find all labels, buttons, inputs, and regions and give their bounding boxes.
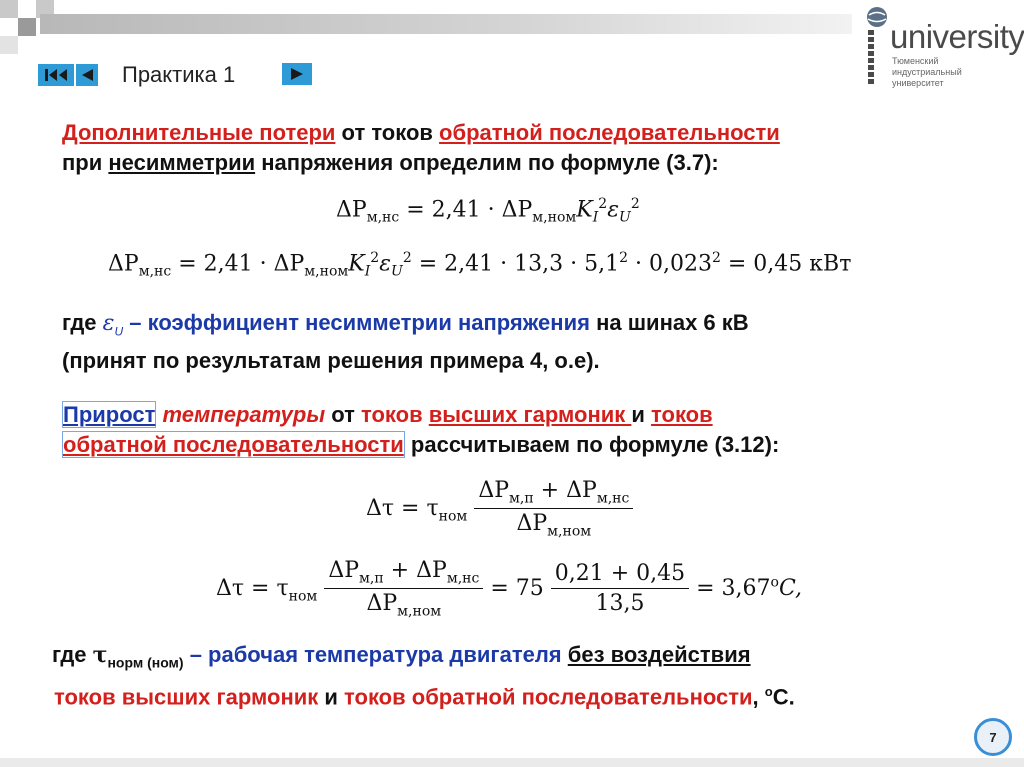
formula-sub: м,ном <box>532 209 577 226</box>
prev-slide-button[interactable] <box>76 64 98 86</box>
globe-icon <box>866 6 888 28</box>
formula-text: K <box>576 197 593 223</box>
term-without-influence: без воздействия <box>567 642 751 667</box>
formula-sup: 2 <box>630 196 640 212</box>
formula-sub: м,п <box>359 570 384 587</box>
next-slide-button[interactable] <box>282 63 312 85</box>
university-logo <box>862 4 1024 92</box>
formula-temperature-calculated <box>216 558 802 620</box>
formula-temperature-general <box>366 478 633 540</box>
formula-sub: U <box>391 263 403 280</box>
formula-sub: U <box>619 209 631 226</box>
logo-sub-line: индустриальный <box>892 67 962 77</box>
formula-text: = 2,41 · ΔP <box>399 197 533 223</box>
text: и <box>631 402 652 427</box>
text: , <box>752 684 765 710</box>
formula-text: 13,5 <box>595 591 645 617</box>
symbol-sub: норм (ном) <box>107 654 184 671</box>
symbol-sub: U <box>114 324 124 339</box>
next-icon <box>289 66 305 82</box>
formula-text: + ΔP <box>383 558 447 583</box>
formula-sub: м,ном <box>304 263 349 280</box>
page-title: Практика 1 <box>122 62 236 87</box>
term-additional-losses: Дополнительные потери <box>62 120 336 145</box>
formula-text: 0,21 + 0,45 <box>551 561 689 589</box>
symbol-tau: τ <box>92 642 108 668</box>
formula-sub: м,ном <box>547 523 592 540</box>
first-slide-icon <box>43 67 69 83</box>
term-negative-sequence: токов обратной последовательности <box>344 684 753 710</box>
term-currents: токов <box>651 402 713 427</box>
formula-text: ΔP <box>108 251 139 277</box>
formula-text: ε <box>379 251 391 277</box>
header-square <box>0 36 18 54</box>
text: где <box>62 310 103 335</box>
formula-text: ΔP <box>336 197 367 223</box>
formula-text: ΔP <box>478 478 510 503</box>
paragraph-temperature-rise <box>62 400 779 460</box>
formula-sup: 2 <box>711 250 721 266</box>
term-asymmetry-coefficient: коэффициент несимметрии напряжения <box>147 310 590 335</box>
fraction <box>551 561 689 616</box>
text: (принят по результатам решения примера 4, о.е). <box>62 348 600 374</box>
text: С. <box>772 684 795 710</box>
page-number: 7 <box>974 718 1012 756</box>
formula-text: K <box>348 251 365 277</box>
formula-text: = 2,41 · ΔP <box>171 251 305 277</box>
formula-losses-general <box>336 196 640 226</box>
formula-text: Δτ = τ <box>366 495 439 521</box>
logo-word: university <box>890 18 1024 55</box>
formula-text: ΔP <box>516 511 548 537</box>
text: при <box>62 150 109 175</box>
text: от токов <box>335 120 440 145</box>
formula-text: ε <box>607 197 619 223</box>
header-square <box>0 0 18 18</box>
logo-sub-line: университет <box>892 78 944 88</box>
formula-sup: 2 <box>598 196 608 212</box>
formula-sub: I <box>592 209 599 226</box>
formula-sub: м,нс <box>596 490 630 507</box>
formula-sub: I <box>364 263 371 280</box>
formula-sub: ном <box>438 508 468 525</box>
formula-text: C, <box>778 575 803 601</box>
formula-text: = 2,41 · 13,3 · 5,1 <box>411 251 620 277</box>
formula-sub: м,нс <box>366 209 400 226</box>
term-asymmetry: несимметрии <box>108 150 256 175</box>
formula-sub: м,п <box>509 490 534 507</box>
footer-bar <box>0 758 1024 767</box>
symbol-epsilon: ε <box>102 311 115 336</box>
term-negative-sequence: обратной последовательности <box>439 120 780 145</box>
term-negative-sequence: обратной последовательности <box>63 432 404 457</box>
formula-sub: м,ном <box>397 603 442 620</box>
term-increase: Прирост <box>63 402 156 427</box>
prev-icon <box>79 67 95 83</box>
formula-sup: 2 <box>370 250 380 266</box>
logo-sub-line: Тюменский <box>892 56 939 66</box>
formula-text: = 0,45 кВт <box>720 251 852 277</box>
text: и <box>318 684 345 710</box>
logo-stripe <box>868 30 874 86</box>
formula-sup: o <box>770 574 779 591</box>
formula-text: = 3,67 <box>689 575 771 601</box>
header-bar <box>40 14 852 34</box>
text: где <box>52 642 93 667</box>
formula-sub: м,нс <box>446 570 480 587</box>
degree-sup: o <box>764 684 773 700</box>
term-temperature: температуры <box>162 402 326 427</box>
formula-text: ΔP <box>366 591 398 617</box>
formula-sup: 2 <box>619 250 628 266</box>
formula-text: ΔP <box>328 558 360 583</box>
term-higher-harmonics: токов высших гармоник <box>54 684 319 710</box>
formula-text: · 0,023 <box>628 251 712 277</box>
text: на шинах 6 кВ <box>589 310 749 335</box>
formula-losses-calculated <box>108 250 851 280</box>
paragraph-losses <box>62 118 780 178</box>
formula-sup: 2 <box>402 250 412 266</box>
fraction <box>474 478 633 540</box>
term-higher-harmonics: высших гармоник <box>428 402 632 427</box>
formula-text: = 75 <box>483 575 544 601</box>
formula-sub: м,нс <box>138 263 172 280</box>
formula-text: + ΔP <box>533 478 597 503</box>
text: от <box>325 402 361 427</box>
formula-text: Δτ = τ <box>216 575 289 601</box>
paragraph-coefficient <box>62 308 749 376</box>
text: – <box>123 310 148 335</box>
text: – <box>183 642 209 667</box>
text: напряжения определим по формуле (3.7): <box>255 150 719 175</box>
term-working-temperature: рабочая температура двигателя <box>208 642 568 667</box>
text: рассчитываем по формуле (3.12): <box>404 432 780 457</box>
text: токов <box>361 402 429 427</box>
first-slide-button[interactable] <box>38 64 74 86</box>
fraction <box>324 558 483 620</box>
paragraph-rated-temperature <box>52 640 795 713</box>
formula-sub: ном <box>288 588 318 605</box>
header-square <box>18 18 36 36</box>
